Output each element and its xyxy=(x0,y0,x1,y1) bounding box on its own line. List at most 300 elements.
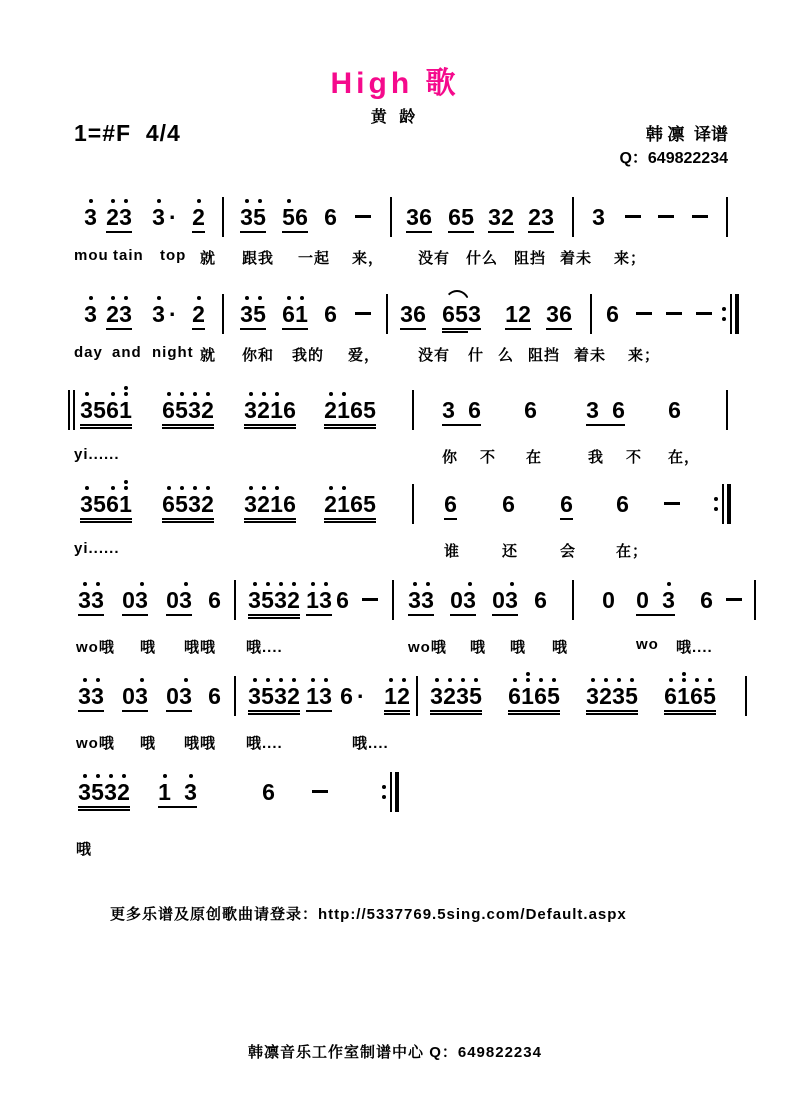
note-glyphs xyxy=(586,684,638,712)
octave-dots xyxy=(96,678,100,684)
note-group xyxy=(324,398,376,426)
octave-dots xyxy=(122,774,126,780)
barline xyxy=(386,294,388,334)
octave-dot xyxy=(197,199,201,203)
note-glyphs xyxy=(592,205,605,231)
second-underline xyxy=(384,713,410,715)
octave-dot xyxy=(193,392,197,396)
octave-dots xyxy=(287,296,291,302)
note-digit: 6 xyxy=(208,587,221,613)
note-digit: 3 xyxy=(430,684,443,708)
octave-dot xyxy=(389,678,393,682)
duration-dash xyxy=(666,312,682,315)
note-digit: 2 xyxy=(257,398,270,422)
note-digit: 0 xyxy=(122,683,135,709)
transcriber-credit: 韩 凛 译谱 xyxy=(645,125,728,144)
lyric-segment: 哦 xyxy=(510,639,527,656)
note-digit: 3 xyxy=(546,301,559,327)
octave-dots xyxy=(253,582,257,588)
octave-dots xyxy=(180,486,184,492)
note-digit: 5 xyxy=(253,205,266,229)
octave-dot xyxy=(124,480,128,484)
note-group xyxy=(240,302,266,330)
note-digit: 6 xyxy=(448,204,461,230)
octave-dots xyxy=(180,392,184,398)
octave-dot xyxy=(249,486,253,490)
note-digit: 6 xyxy=(690,684,703,708)
lyric-segment: 来； xyxy=(614,250,647,267)
note-glyphs xyxy=(162,492,214,520)
note-digit: 3 xyxy=(91,684,104,708)
note-group xyxy=(122,588,148,616)
lyric-segment: 什 xyxy=(468,347,485,364)
note-digit: 5 xyxy=(469,684,482,708)
note-group xyxy=(208,588,221,614)
octave-dot xyxy=(167,392,171,396)
octave-dots xyxy=(89,296,93,302)
lyric-segment: and xyxy=(112,344,142,361)
note-group xyxy=(306,684,332,712)
octave-dots xyxy=(197,199,201,205)
note-glyphs xyxy=(450,588,476,616)
lyric-segment: 不 xyxy=(480,449,497,466)
octave-dot xyxy=(324,582,328,586)
octave-dot xyxy=(163,774,167,778)
note-digit: 1 xyxy=(119,398,132,422)
duration-dash xyxy=(312,790,328,793)
note-digit: 3 xyxy=(78,780,91,804)
note-digit: 3 xyxy=(463,588,476,612)
note-digit: 3 xyxy=(188,398,201,422)
octave-dots xyxy=(249,392,253,398)
note-digit: 3 xyxy=(184,780,197,804)
note-digit: 3 xyxy=(406,204,419,230)
note-digit: 3 xyxy=(442,397,455,423)
note-glyphs xyxy=(336,588,349,614)
lyric-segment: top xyxy=(160,247,187,264)
octave-dot xyxy=(157,296,161,300)
note-digit: 3 xyxy=(188,492,201,516)
note-glyphs xyxy=(524,398,537,424)
octave-dot xyxy=(311,678,315,682)
note-glyphs xyxy=(586,398,625,426)
note-digit: 3 xyxy=(586,397,599,423)
barline-thin xyxy=(730,294,732,334)
note-digit: 5 xyxy=(703,684,716,708)
octave-dots xyxy=(667,582,671,588)
octave-dot xyxy=(122,774,126,778)
promo-link-text: 更多乐谱及原创歌曲请登录：http://5337769.5sing.com/Default.aspx xyxy=(110,906,627,923)
octave-dots xyxy=(245,199,249,205)
octave-dot xyxy=(111,296,115,300)
note-digit: 2 xyxy=(201,492,214,516)
octave-dots xyxy=(604,678,608,684)
barline xyxy=(234,580,236,620)
octave-dot xyxy=(83,774,87,778)
studio-credit: 韩凛音乐工作室制谱中心 Q：649822234 xyxy=(248,1044,542,1061)
lyric-segment: 谁 xyxy=(444,543,461,560)
octave-dot xyxy=(266,582,270,586)
second-underline xyxy=(324,427,376,429)
note-glyphs xyxy=(400,302,426,330)
note-digit: 1 xyxy=(158,780,171,804)
lyric-segment: 就 xyxy=(200,347,217,364)
octave-dots xyxy=(167,392,171,398)
note-digit: 6 xyxy=(324,301,337,327)
octave-dot xyxy=(695,678,699,682)
duration-dash xyxy=(658,215,674,218)
note-group xyxy=(384,684,410,712)
note-glyphs xyxy=(306,684,332,712)
lyric-segment: 在 xyxy=(526,449,543,466)
lyric-segment: 哦.... xyxy=(352,735,389,752)
note-digit: 2 xyxy=(192,302,205,326)
octave-dot xyxy=(206,486,210,490)
octave-dots xyxy=(682,672,686,684)
note-digit: 6 xyxy=(340,683,353,709)
octave-dots xyxy=(111,486,115,492)
note-digit: 5 xyxy=(455,301,468,327)
octave-dot xyxy=(124,392,128,396)
note-digit: 6 xyxy=(534,684,547,708)
note-glyphs xyxy=(502,492,515,518)
note-digit: 6 xyxy=(468,397,481,423)
note-digit: 2 xyxy=(106,302,119,326)
note-glyphs xyxy=(488,205,514,233)
note-glyphs xyxy=(448,205,474,233)
note-digit: 1 xyxy=(295,302,308,326)
octave-dot xyxy=(96,678,100,682)
note-digit: 6 xyxy=(106,492,119,516)
octave-dot xyxy=(96,582,100,586)
note-digit: 6 xyxy=(559,301,572,327)
second-underline xyxy=(162,521,214,523)
note-digit: 6 xyxy=(295,204,308,230)
note-glyphs xyxy=(208,684,221,710)
note-digit: 3 xyxy=(456,684,469,708)
note-glyphs xyxy=(106,205,132,233)
octave-dots xyxy=(329,392,333,398)
octave-dot xyxy=(591,678,595,682)
octave-dot xyxy=(275,486,279,490)
second-underline xyxy=(80,427,132,429)
note-digit: 6 xyxy=(350,397,363,423)
octave-dot xyxy=(124,386,128,390)
octave-dots xyxy=(140,582,144,588)
note-digit: 3 xyxy=(408,588,421,612)
note-group xyxy=(162,492,214,520)
note-digit: 2 xyxy=(599,684,612,708)
barline xyxy=(726,390,728,430)
octave-dot xyxy=(617,678,621,682)
note-digit: 3 xyxy=(421,588,434,612)
octave-dots xyxy=(89,199,93,205)
octave-dots xyxy=(83,678,87,684)
lyric-segment: 不 xyxy=(626,449,643,466)
note-digit: 2 xyxy=(397,684,410,708)
note-glyphs xyxy=(324,398,376,426)
octave-dot xyxy=(300,296,304,300)
note-digit: 6 xyxy=(282,302,295,326)
note-digit: 3 xyxy=(84,302,97,326)
note-glyphs xyxy=(78,780,130,808)
barline xyxy=(726,197,728,237)
note-digit: 2 xyxy=(257,492,270,516)
octave-dot xyxy=(140,678,144,682)
note-group xyxy=(106,205,132,233)
duration-dash xyxy=(692,215,708,218)
note-glyphs xyxy=(306,588,332,616)
octave-dots xyxy=(266,582,270,588)
octave-dot xyxy=(140,582,144,586)
octave-dot xyxy=(262,486,266,490)
octave-dot xyxy=(682,672,686,676)
lyric-segment: 哦 xyxy=(552,639,569,656)
octave-dots xyxy=(342,486,346,492)
octave-dots xyxy=(275,486,279,492)
duration-dash xyxy=(625,215,641,218)
note-digit: 1 xyxy=(119,492,132,516)
lyric-segment: wo xyxy=(636,636,659,653)
note-digit: 5 xyxy=(93,491,106,517)
octave-dots xyxy=(552,678,556,684)
octave-dot xyxy=(189,774,193,778)
second-underline xyxy=(162,427,214,429)
note-glyphs xyxy=(444,492,457,520)
lyric-segment: 爱， xyxy=(348,347,381,364)
note-digit: 6 xyxy=(350,491,363,517)
note-glyphs xyxy=(442,302,481,330)
note-digit: 5 xyxy=(91,780,104,804)
lyric-segment: wo哦 xyxy=(408,639,447,656)
octave-dots xyxy=(402,678,406,684)
octave-dot xyxy=(510,582,514,586)
note-digit: 3 xyxy=(179,588,192,612)
note-glyphs xyxy=(324,492,376,520)
note-glyphs xyxy=(78,588,104,616)
octave-dots xyxy=(124,480,128,492)
octave-dot xyxy=(667,582,671,586)
octave-dot xyxy=(157,199,161,203)
octave-dot xyxy=(402,678,406,682)
note-group xyxy=(262,780,275,806)
octave-dots xyxy=(513,678,517,684)
duration-dash xyxy=(636,312,652,315)
octave-dot xyxy=(526,678,530,682)
octave-dot xyxy=(262,392,266,396)
note-digit: 2 xyxy=(324,492,337,516)
note-digit: 3 xyxy=(612,684,625,708)
note-group xyxy=(664,684,716,712)
note-digit: 5 xyxy=(363,491,376,517)
note-digit: 3 xyxy=(152,302,165,326)
note-digit: 6 xyxy=(283,491,296,517)
note-digit: 2 xyxy=(106,205,119,229)
barline xyxy=(234,676,236,716)
octave-dots xyxy=(124,386,128,398)
note-group xyxy=(244,398,296,426)
note-digit: 3 xyxy=(274,684,287,708)
note-glyphs xyxy=(80,492,132,520)
note-digit: 1 xyxy=(521,684,534,708)
note-group xyxy=(528,205,554,233)
note-digit: 3 xyxy=(541,204,554,230)
note-group xyxy=(152,302,177,328)
octave-dot xyxy=(461,678,465,682)
octave-dots xyxy=(311,678,315,684)
lyric-segment: 在， xyxy=(668,449,701,466)
octave-dots xyxy=(262,486,266,492)
note-glyphs xyxy=(158,780,197,808)
second-underline xyxy=(508,713,560,715)
note-glyphs xyxy=(492,588,518,616)
note-digit: 3 xyxy=(274,588,287,612)
duration-dash xyxy=(696,312,712,315)
barline xyxy=(572,197,574,237)
barline xyxy=(392,580,394,620)
note-group xyxy=(534,588,547,614)
barline-thick xyxy=(395,772,399,812)
note-digit: 3 xyxy=(152,205,165,229)
octave-dots xyxy=(96,774,100,780)
note-digit: 1 xyxy=(270,398,283,422)
lyric-segment: wo哦 xyxy=(76,735,115,752)
note-group xyxy=(340,684,365,710)
note-digit: 3 xyxy=(400,301,413,327)
lyric-segment: 么 xyxy=(498,347,515,364)
duration-dash xyxy=(355,312,371,315)
note-group xyxy=(244,492,296,520)
note-digit: 6 xyxy=(208,683,221,709)
lyric-segment: 一起 xyxy=(298,250,331,267)
octave-dots xyxy=(258,199,262,205)
octave-dots xyxy=(193,392,197,398)
note-digit xyxy=(649,588,662,612)
octave-dots xyxy=(591,678,595,684)
augmentation-dot: · xyxy=(169,204,177,230)
note-glyphs xyxy=(84,205,97,231)
note-group xyxy=(192,302,205,330)
octave-dot xyxy=(111,486,115,490)
second-underline xyxy=(244,521,296,523)
octave-dot xyxy=(324,678,328,682)
octave-dot xyxy=(206,392,210,396)
note-digit: 0 xyxy=(450,587,463,613)
repeat-dot xyxy=(382,795,386,799)
note-digit: 5 xyxy=(461,204,474,230)
octave-dot xyxy=(111,199,115,203)
octave-dots xyxy=(124,199,128,205)
note-group xyxy=(502,492,515,518)
lyric-segment: 来， xyxy=(352,250,385,267)
octave-dot xyxy=(124,199,128,203)
slur-arc xyxy=(444,290,470,304)
octave-dot xyxy=(96,774,100,778)
octave-dots xyxy=(279,582,283,588)
note-digit: 3 xyxy=(179,684,192,708)
octave-dot xyxy=(426,582,430,586)
note-group xyxy=(324,205,337,231)
note-glyphs xyxy=(248,588,300,616)
octave-dots xyxy=(193,486,197,492)
octave-dots xyxy=(669,678,673,684)
note-group xyxy=(166,684,192,712)
barline xyxy=(416,676,418,716)
lyric-segment: 我的 xyxy=(292,347,325,364)
lyric-segment: yi...... xyxy=(74,540,120,557)
note-digit: 3 xyxy=(104,780,117,804)
barline xyxy=(745,676,747,716)
octave-dots xyxy=(206,392,210,398)
note-digit: 6 xyxy=(668,397,681,423)
lyric-segment: tain xyxy=(113,247,144,264)
octave-dot xyxy=(311,582,315,586)
note-group xyxy=(324,302,337,328)
octave-dot xyxy=(253,582,257,586)
octave-dots xyxy=(253,678,257,684)
octave-dot xyxy=(342,486,346,490)
note-glyphs xyxy=(262,780,275,806)
note-digit: 1 xyxy=(306,684,319,708)
note-digit: 3 xyxy=(505,588,518,612)
note-digit: 0 xyxy=(602,587,615,613)
octave-dot xyxy=(124,296,128,300)
octave-dots xyxy=(249,486,253,492)
lyric-segment: night xyxy=(152,344,194,361)
note-digit: 3 xyxy=(240,302,253,326)
octave-dot xyxy=(83,678,87,682)
lyric-segment: 着未 xyxy=(560,250,593,267)
octave-dots xyxy=(526,672,530,684)
octave-dots xyxy=(189,774,193,780)
octave-dots xyxy=(83,582,87,588)
note-digit: 5 xyxy=(625,684,638,708)
note-group xyxy=(668,398,681,424)
octave-dot xyxy=(109,774,113,778)
note-digit: 2 xyxy=(117,780,130,804)
note-glyphs xyxy=(340,684,353,710)
note-digit: 6 xyxy=(324,204,337,230)
note-glyphs xyxy=(240,302,266,330)
lyric-segment: 哦 xyxy=(76,841,93,858)
lyric-segment: 着未 xyxy=(574,347,607,364)
note-digit: 5 xyxy=(261,684,274,708)
barline xyxy=(222,197,224,237)
lyric-segment: 哦.... xyxy=(246,639,283,656)
octave-dots xyxy=(124,296,128,302)
lyric-segment: mou xyxy=(74,247,109,264)
octave-dot xyxy=(249,392,253,396)
octave-dots xyxy=(85,486,89,492)
octave-dot xyxy=(253,678,257,682)
note-digit: 3 xyxy=(488,204,501,230)
note-group xyxy=(84,302,97,328)
note-group xyxy=(282,302,308,330)
lyric-segment: 阻挡 xyxy=(514,250,547,267)
duration-dash xyxy=(664,502,680,505)
lyric-segment: 你和 xyxy=(242,347,275,364)
octave-dots xyxy=(292,582,296,588)
note-digit: 6 xyxy=(606,301,619,327)
octave-dot xyxy=(266,678,270,682)
note-glyphs xyxy=(192,205,205,233)
note-group xyxy=(78,684,104,712)
note-digit: 6 xyxy=(106,398,119,422)
note-group xyxy=(208,684,221,710)
note-digit: 3 xyxy=(319,684,332,708)
note-group xyxy=(586,398,625,426)
lyric-segment: 跟我 xyxy=(242,250,275,267)
